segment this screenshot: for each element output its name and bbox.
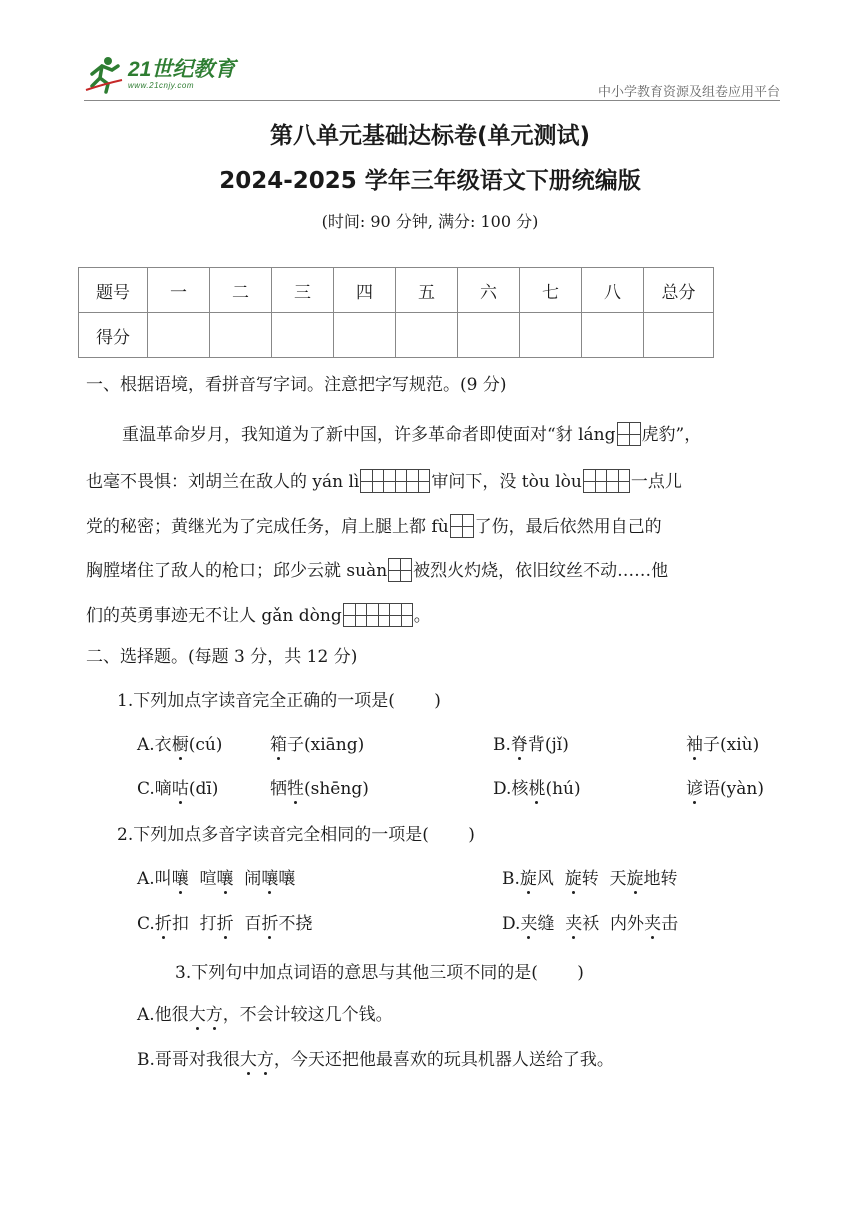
option-text: B. [502,869,520,889]
dotted-char: 嚷 [261,864,278,889]
option-text: 嚷 [278,869,296,889]
passage-line [122,420,701,446]
q2-option-d[interactable] [502,909,678,934]
dotted-char: 方 [257,1045,274,1070]
q2-option-b[interactable] [502,864,678,889]
dotted-char: 旋 [565,864,582,889]
passage-line [86,467,682,493]
option-text: 扣 打 [171,914,217,934]
score-input-cell[interactable] [644,313,714,358]
exam-title: 第八单元基础达标卷(单元测试) [269,123,591,149]
option-text: 转 天 [581,869,627,889]
writing-box-4[interactable] [450,514,474,538]
q1-option-b[interactable] [493,730,569,755]
writing-box-3[interactable] [583,469,630,493]
q1-option-a[interactable] [137,730,222,755]
option-text: 袄 内外 [582,914,645,934]
score-cell: 题号 [79,268,148,313]
score-cell: 二 [210,268,272,313]
passage-line [86,556,668,582]
option-text: C.嘀 [137,779,172,799]
score-table [78,267,714,358]
option-text: A.叫 [137,869,172,889]
q2-option-a[interactable] [137,864,295,889]
option-text: B. [493,735,511,755]
option-text: 风 [536,869,565,889]
dotted-char: 折 [261,909,278,934]
option-text: 百 [233,914,262,934]
passage-text: 重温革命岁月，我知道为了新中国，许多革命者即使面对“豺 láng [122,425,616,445]
dotted-char: 夹 [520,909,537,934]
dotted-char: 大 [189,1000,206,1025]
option-text: A.他很 [137,1005,189,1025]
exam-subtitle-year: 2024-2025 学年三年级语文下册统编版 [219,168,641,194]
score-table-score-row [79,313,714,358]
option-text: B.哥哥对我很 [137,1050,240,1070]
option-text: C. [137,914,155,934]
q2-option-c[interactable] [137,909,312,934]
dotted-char: 嚷 [172,864,189,889]
q1-option-d[interactable] [493,774,581,799]
passage-text: 们的英勇事迹无不让人 gǎn dòng [86,606,342,626]
runner-logo-icon [84,54,124,94]
dotted-char: 咕 [172,774,189,799]
score-input-cell[interactable] [148,313,210,358]
score-input-cell[interactable] [582,313,644,358]
score-input-cell[interactable] [272,313,334,358]
score-cell: 七 [520,268,582,313]
q1-option-a-item2 [270,730,364,755]
option-text: 子(xiāng) [287,735,365,755]
q3-option-b[interactable] [137,1045,614,1070]
dotted-char: 谚 [686,774,703,799]
option-text: ，不会计较这几个钱。 [222,1005,393,1025]
dotted-char: 折 [217,909,234,934]
dotted-char: 袖 [686,730,703,755]
passage-text: 了伤，最后依然用自己的 [474,517,662,537]
score-cell: 一 [148,268,210,313]
option-text: 不挠 [278,914,313,934]
writing-box-5[interactable] [388,558,412,582]
writing-box-1[interactable] [617,422,641,446]
passage-text: 虎豹”， [641,425,702,445]
writing-box-2[interactable] [360,469,430,493]
q1-option-c[interactable] [137,774,218,799]
writing-box-6[interactable] [343,603,413,627]
section1-heading: 一、根据语境，看拼音写字词。注意把字写规范。(9 分) [86,375,507,395]
dotted-char: 方 [206,1000,223,1025]
dotted-char: 大 [240,1045,257,1070]
platform-name: 中小学教育资源及组卷应用平台 [597,85,780,100]
option-text: 背(jǐ) [527,735,569,755]
option-text: D.核 [493,779,529,799]
dotted-char: 夹 [644,909,661,934]
passage-text: 。 [413,606,431,626]
score-table-header-row [79,268,714,313]
header-divider [84,100,780,101]
dotted-char: 橱 [172,730,189,755]
passage-line [86,601,431,627]
q1-option-c-item2 [270,774,369,799]
option-text: 语(yàn) [703,779,764,799]
score-input-cell[interactable] [334,313,396,358]
dotted-char: 旋 [520,864,537,889]
score-cell: 六 [458,268,520,313]
option-text: ，今天还把他最喜欢的玩具机器人送给了我。 [273,1050,614,1070]
option-text: 子(xiù) [703,735,760,755]
dotted-char: 折 [155,909,172,934]
passage-text: 也毫不畏惧：刘胡兰在敌人的 yán lì [86,472,360,492]
dotted-char: 旋 [627,864,644,889]
passage-text: 党的秘密；黄继光为了完成任务，肩上腿上都 fù [86,517,449,537]
score-input-cell[interactable] [520,313,582,358]
passage-text: 胸膛堵住了敌人的枪口；邱少云就 suàn [86,561,388,581]
logo-brand: 21世纪教育 [128,57,236,81]
score-label: 得分 [79,313,148,358]
option-text: 击 [661,914,679,934]
passage-text: 被烈火灼烧，依旧纹丝不动……他 [413,561,669,581]
option-text: 喧 [188,869,217,889]
passage-line [86,512,662,538]
dotted-char: 嚷 [217,864,234,889]
score-cell: 八 [582,268,644,313]
option-text: 闹 [233,869,262,889]
page-header [84,52,780,104]
dotted-char: 桃 [528,774,545,799]
section2-heading: 二、选择题。(每题 3 分，共 12 分) [86,647,358,667]
score-cell: 三 [272,268,334,313]
dotted-char: 箱 [270,730,287,755]
option-text: 缝 [537,914,566,934]
option-text: (hú) [545,779,581,799]
option-text: (cú) [188,735,223,755]
option-text: (dī) [188,779,219,799]
dotted-char: 脊 [511,730,528,755]
passage-text: 一点儿 [630,472,682,492]
score-cell: 总分 [644,268,714,313]
dotted-char: 牲 [287,774,304,799]
option-text: D. [502,914,521,934]
q1-option-d-item2 [686,774,764,799]
logo [84,54,235,94]
option-text: A.衣 [137,735,172,755]
passage-text: 审问下，没 tòu lòu [431,472,582,492]
exam-time-score: (时间: 90 分钟, 满分: 100 分) [321,212,539,231]
q3-option-a[interactable] [137,1000,393,1025]
score-cell: 五 [396,268,458,313]
option-text: (shēng) [304,779,369,799]
option-text: 地转 [643,869,678,889]
score-input-cell[interactable] [210,313,272,358]
score-cell: 四 [334,268,396,313]
logo-url: www.21cnjy.com [128,80,194,90]
question-3-stem: 3.下列句中加点词语的意思与其他三项不同的是( ) [175,963,584,983]
option-text: 牺 [270,779,287,799]
score-input-cell[interactable] [396,313,458,358]
dotted-char: 夹 [565,909,582,934]
score-input-cell[interactable] [458,313,520,358]
q1-option-b-item2 [686,730,759,755]
question-2-stem: 2.下列加点多音字读音完全相同的一项是( ) [117,825,475,845]
question-1-stem: 1.下列加点字读音完全正确的一项是( ) [117,691,441,711]
